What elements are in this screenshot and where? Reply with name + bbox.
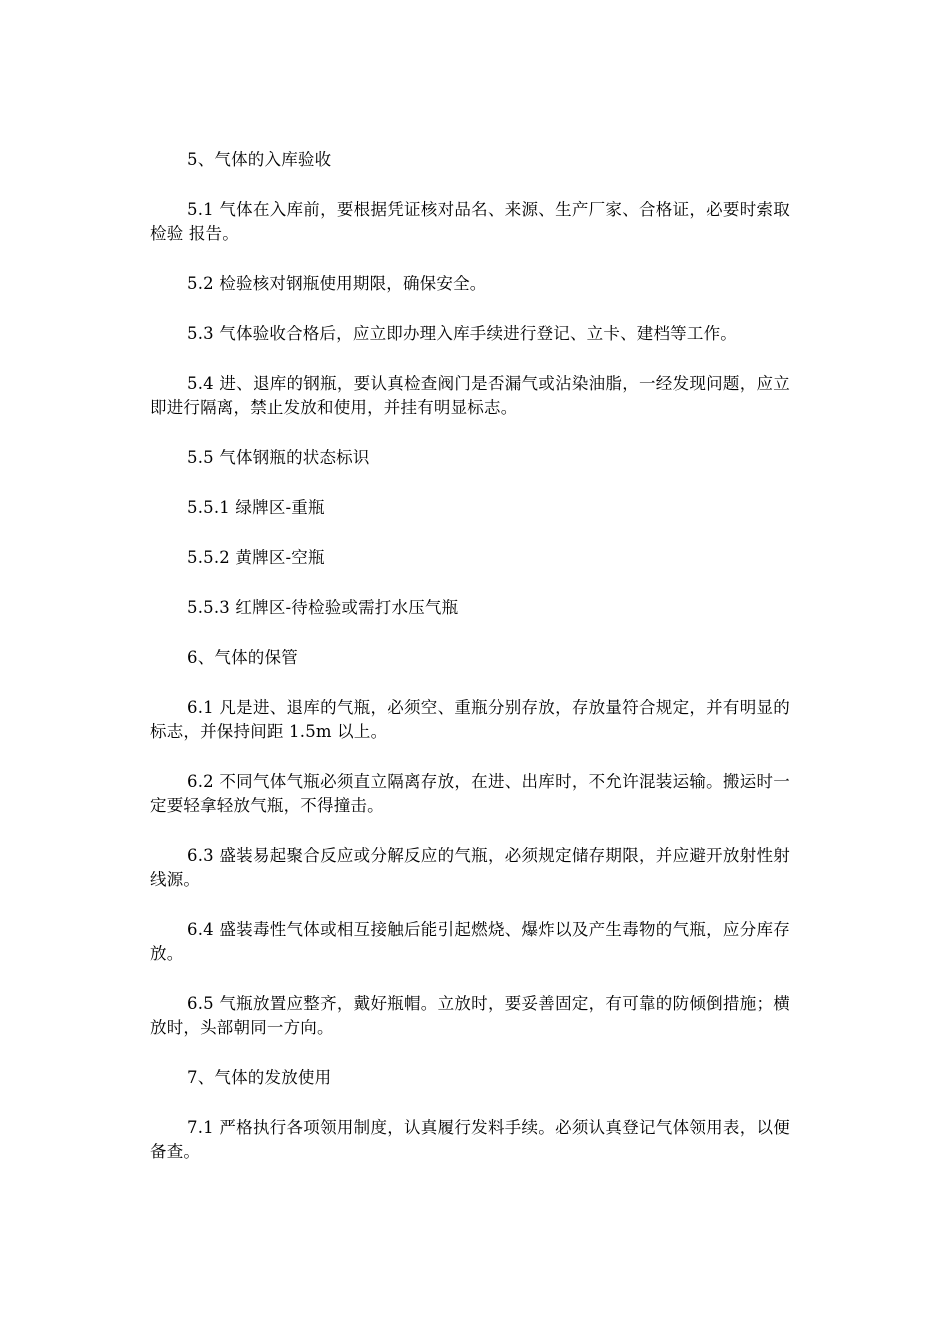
section-heading-7: 7、气体的发放使用 xyxy=(187,1068,332,1087)
paragraph-5-5-1: 5.5.1 绿牌区-重瓶 xyxy=(187,498,325,517)
paragraph-5-5-3: 5.5.3 红牌区-待检验或需打水压气瓶 xyxy=(187,598,459,617)
paragraph-5-2: 5.2 检验核对钢瓶使用期限，确保安全。 xyxy=(187,274,487,293)
paragraph-6-2: 6.2 不同气体气瓶必须直立隔离存放，在进、出库时，不允许混装运输。搬运时一定要轻拿轻放气瓶，不得撞击。 xyxy=(150,772,790,815)
section-heading-6: 6、气体的保管 xyxy=(187,648,298,667)
document-body xyxy=(150,148,790,1190)
paragraph-6-1: 6.1 凡是进、退库的气瓶，必须空、重瓶分别存放，存放量符合规定，并有明显的标志，并保持间距 1.5m 以上。 xyxy=(150,698,790,741)
paragraph-5-1: 5.1 气体在入库前，要根据凭证核对品名、来源、生产厂家、合格证，必要时索取检验 报告。 xyxy=(150,200,790,243)
paragraph-6-4: 6.4 盛装毒性气体或相互接触后能引起燃烧、爆炸以及产生毒物的气瓶，应分库存放。 xyxy=(150,920,790,963)
paragraph-7-1: 7.1 严格执行各项领用制度，认真履行发料手续。必须认真登记气体领用表，以便备查。 xyxy=(150,1118,790,1161)
paragraph-5-3: 5.3 气体验收合格后，应立即办理入库手续进行登记、立卡、建档等工作。 xyxy=(187,324,737,343)
paragraph-5-4: 5.4 进、退库的钢瓶，要认真检查阀门是否漏气或沾染油脂，一经发现问题，应立即进行隔离，禁止发放和使用，并挂有明显标志。 xyxy=(150,374,790,417)
paragraph-6-3: 6.3 盛装易起聚合反应或分解反应的气瓶，必须规定储存期限，并应避开放射性射线源。 xyxy=(150,846,790,889)
paragraph-6-5: 6.5 气瓶放置应整齐，戴好瓶帽。立放时，要妥善固定，有可靠的防倾倒措施；横放时，头部朝同一方向。 xyxy=(150,994,790,1037)
paragraph-5-5: 5.5 气体钢瓶的状态标识 xyxy=(187,448,370,467)
section-heading-5: 5、气体的入库验收 xyxy=(187,150,332,169)
paragraph-5-5-2: 5.5.2 黄牌区-空瓶 xyxy=(187,548,325,567)
